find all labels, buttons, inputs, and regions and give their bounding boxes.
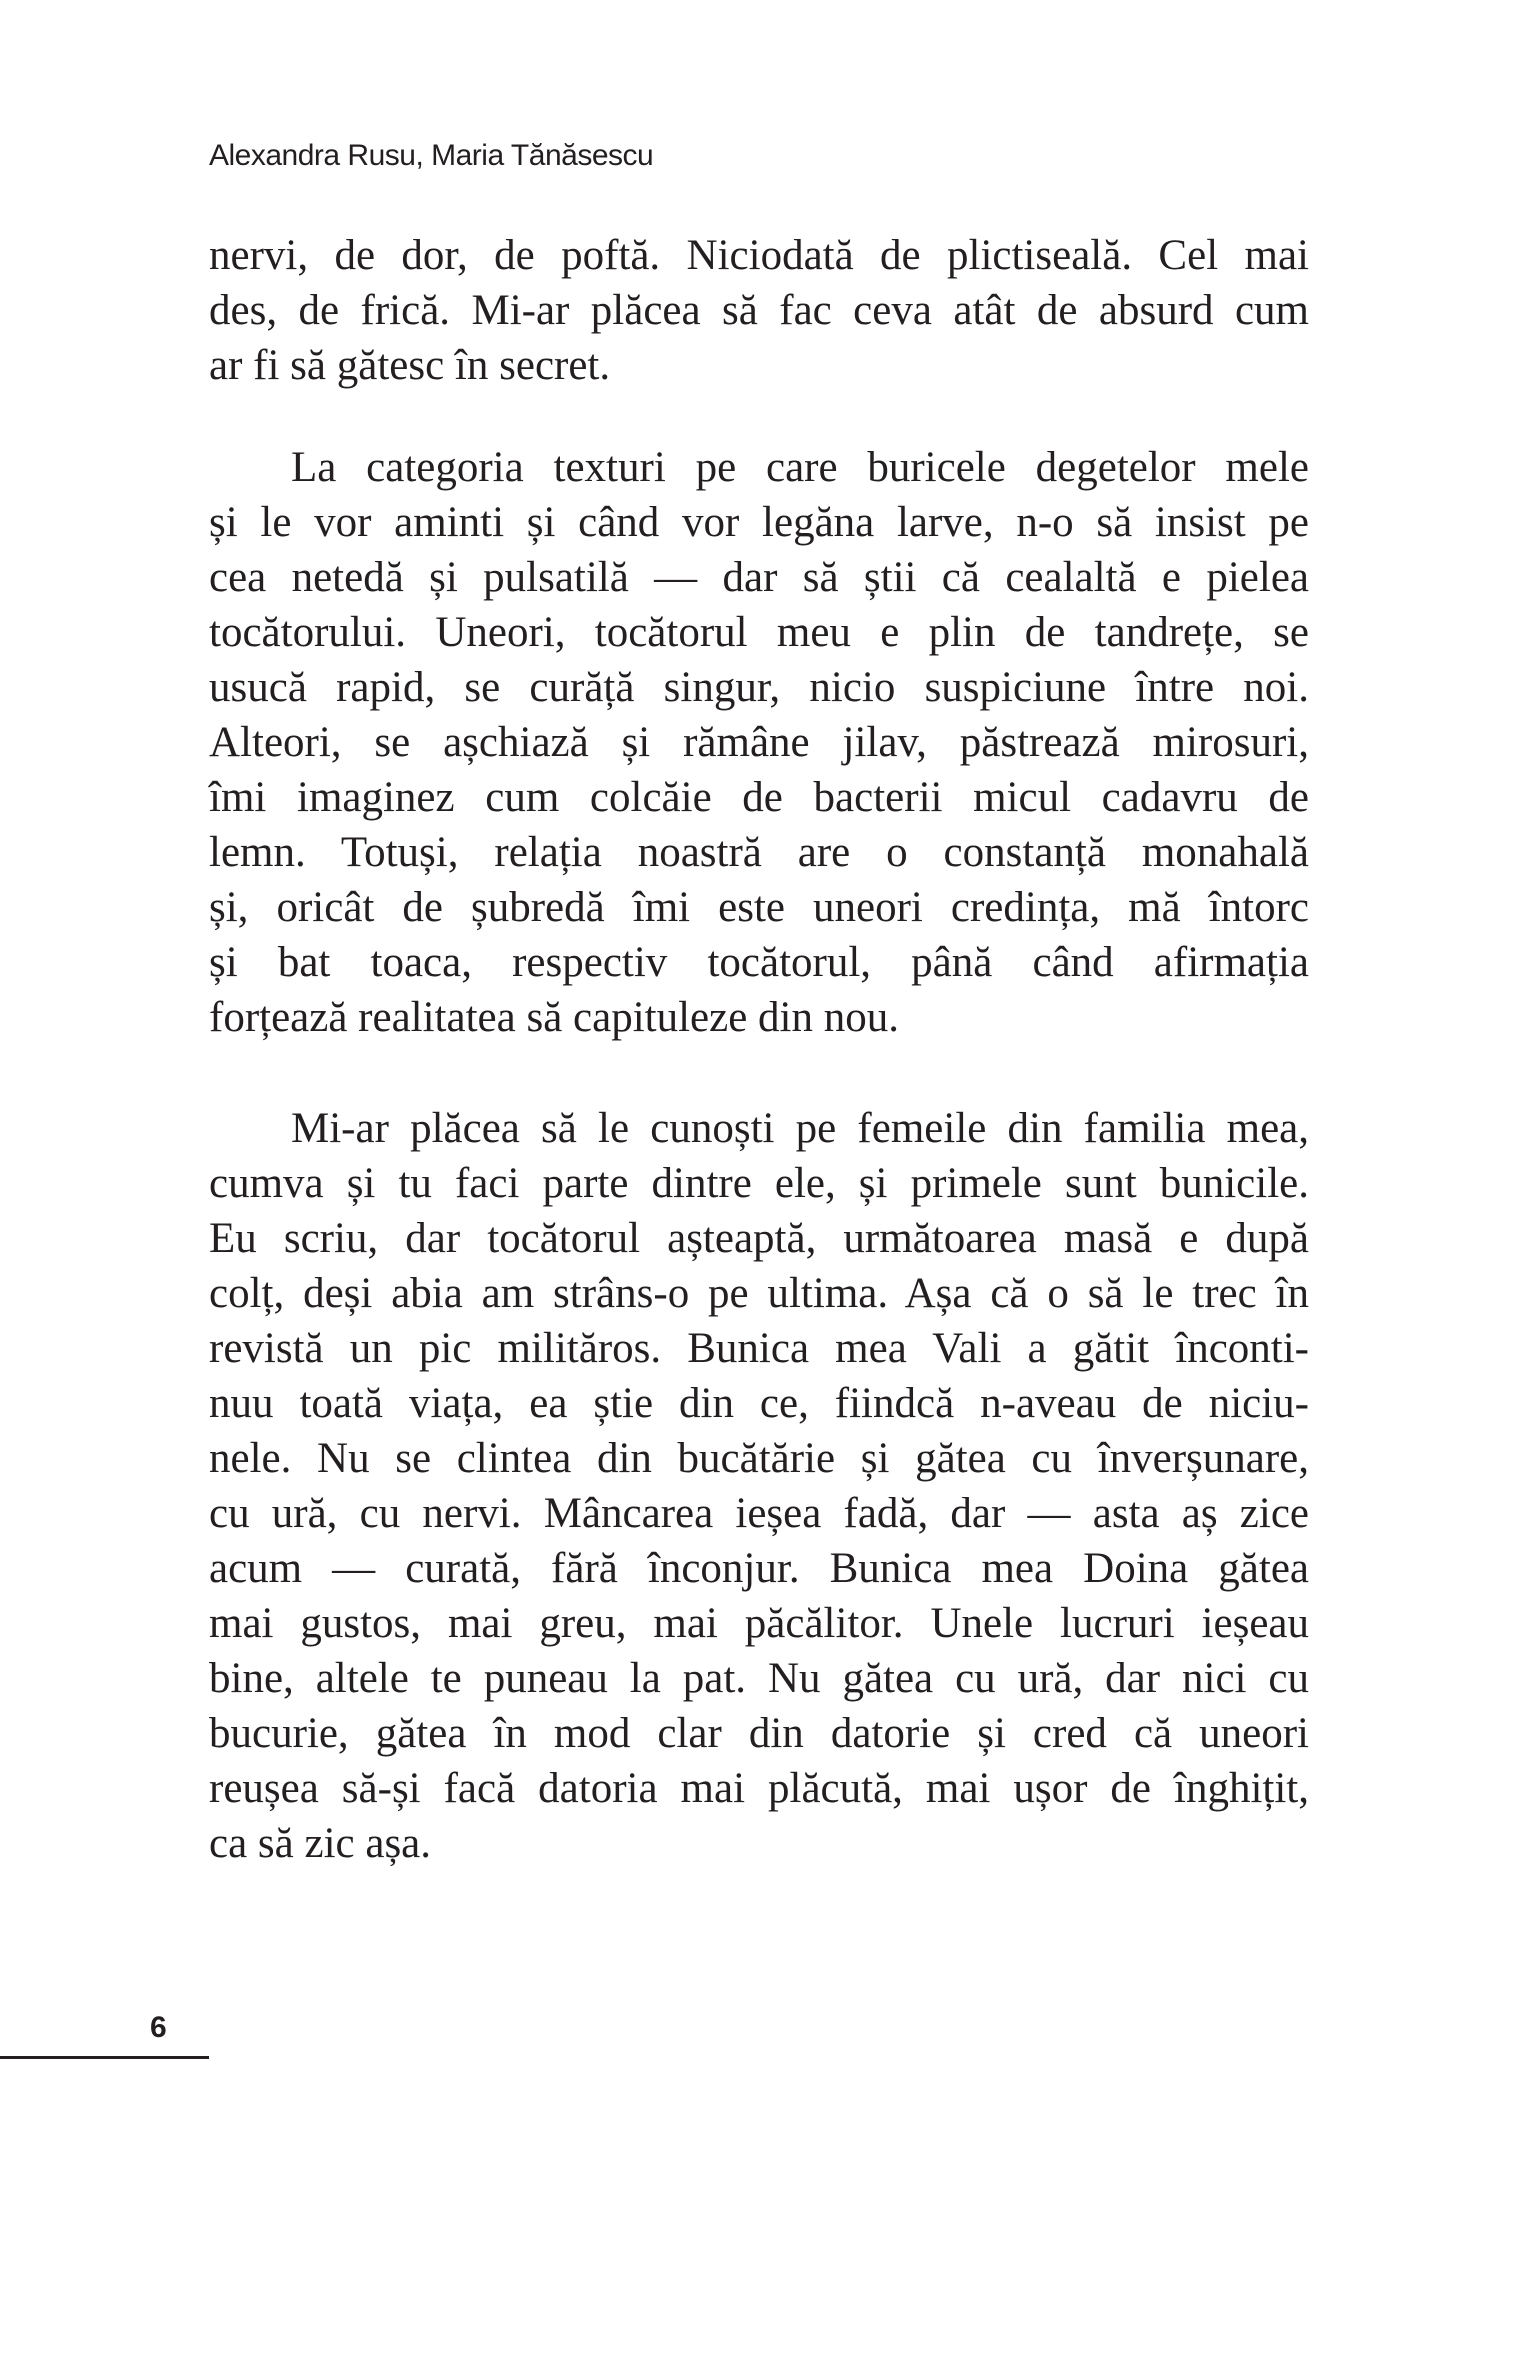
text-line: Alteori, se așchiază și rămâne jilav, păstrează mirosuri,: [209, 719, 1309, 766]
text-line: Eu scriu, dar tocătorul așteaptă, următoarea masă e după: [209, 1215, 1309, 1262]
text-line: cumva și tu faci parte dintre ele, și primele sunt bunicile.: [209, 1160, 1309, 1207]
text-line: și bat toaca, respectiv tocătorul, până când afirmația: [209, 939, 1309, 986]
text-line: tocătorului. Uneori, tocătorul meu e plin de tandrețe, se: [209, 609, 1309, 656]
text-line: nervi, de dor, de poftă. Niciodată de plictiseală. Cel mai: [209, 232, 1309, 279]
text-line: cea netedă și pulsatilă — dar să știi că cealaltă e pielea: [209, 554, 1309, 601]
text-line: și, oricât de șubredă îmi este uneori credința, mă întorc: [209, 884, 1309, 931]
text-line: La categoria texturi pe care buricele degetelor mele: [291, 444, 1309, 491]
text-line: lemn. Totuși, relația noastră are o constanță monahală: [209, 829, 1309, 876]
text-line: nuu toată viața, ea știe din ce, fiindcă n-aveau de niciu-: [209, 1380, 1309, 1427]
text-line: cu ură, cu nervi. Mâncarea ieșea fadă, dar — asta aș zice: [209, 1490, 1309, 1537]
text-line: ar fi să gătesc în secret.: [209, 342, 611, 389]
text-line: mai gustos, mai greu, mai păcălitor. Unele lucruri ieșeau: [209, 1600, 1309, 1647]
text-line: usucă rapid, se curăță singur, nicio suspiciune între noi.: [209, 664, 1309, 711]
text-line: și le vor aminti și când vor legăna larve, n-o să insist pe: [209, 499, 1309, 546]
text-line: bucurie, gătea în mod clar din datorie și cred că uneori: [209, 1710, 1309, 1757]
text-line: Mi-ar plăcea să le cunoști pe femeile din familia mea,: [291, 1105, 1309, 1152]
text-line: ca să zic așa.: [209, 1820, 432, 1867]
text-line: acum — curată, fără înconjur. Bunica mea Doina gătea: [209, 1545, 1309, 1592]
text-line: bine, altele te puneau la pat. Nu gătea cu ură, dar nici cu: [209, 1655, 1309, 1702]
text-line: forțează realitatea să capituleze din nou.: [209, 994, 899, 1041]
text-line: colț, deși abia am strâns-o pe ultima. Așa că o să le trec în: [209, 1270, 1309, 1317]
text-line: nele. Nu se clintea din bucătărie și gătea cu înverșunare,: [209, 1435, 1309, 1482]
page-number: 6: [150, 2011, 167, 2044]
text-line: îmi imaginez cum colcăie de bacterii micul cadavru de: [209, 774, 1309, 821]
paragraph-3: [209, 1101, 1309, 1871]
folio-rule: [0, 2056, 209, 2059]
paragraph-1: [209, 228, 1309, 393]
text-line: revistă un pic milităros. Bunica mea Vali a gătit înconti-: [209, 1325, 1309, 1372]
text-line: des, de frică. Mi-ar plăcea să fac ceva atât de absurd cum: [209, 287, 1309, 334]
paragraph-2: [209, 440, 1309, 1045]
text-line: reușea să-și facă datoria mai plăcută, mai ușor de înghițit,: [209, 1765, 1309, 1812]
running-head: Alexandra Rusu, Maria Tănăsescu: [209, 139, 654, 172]
